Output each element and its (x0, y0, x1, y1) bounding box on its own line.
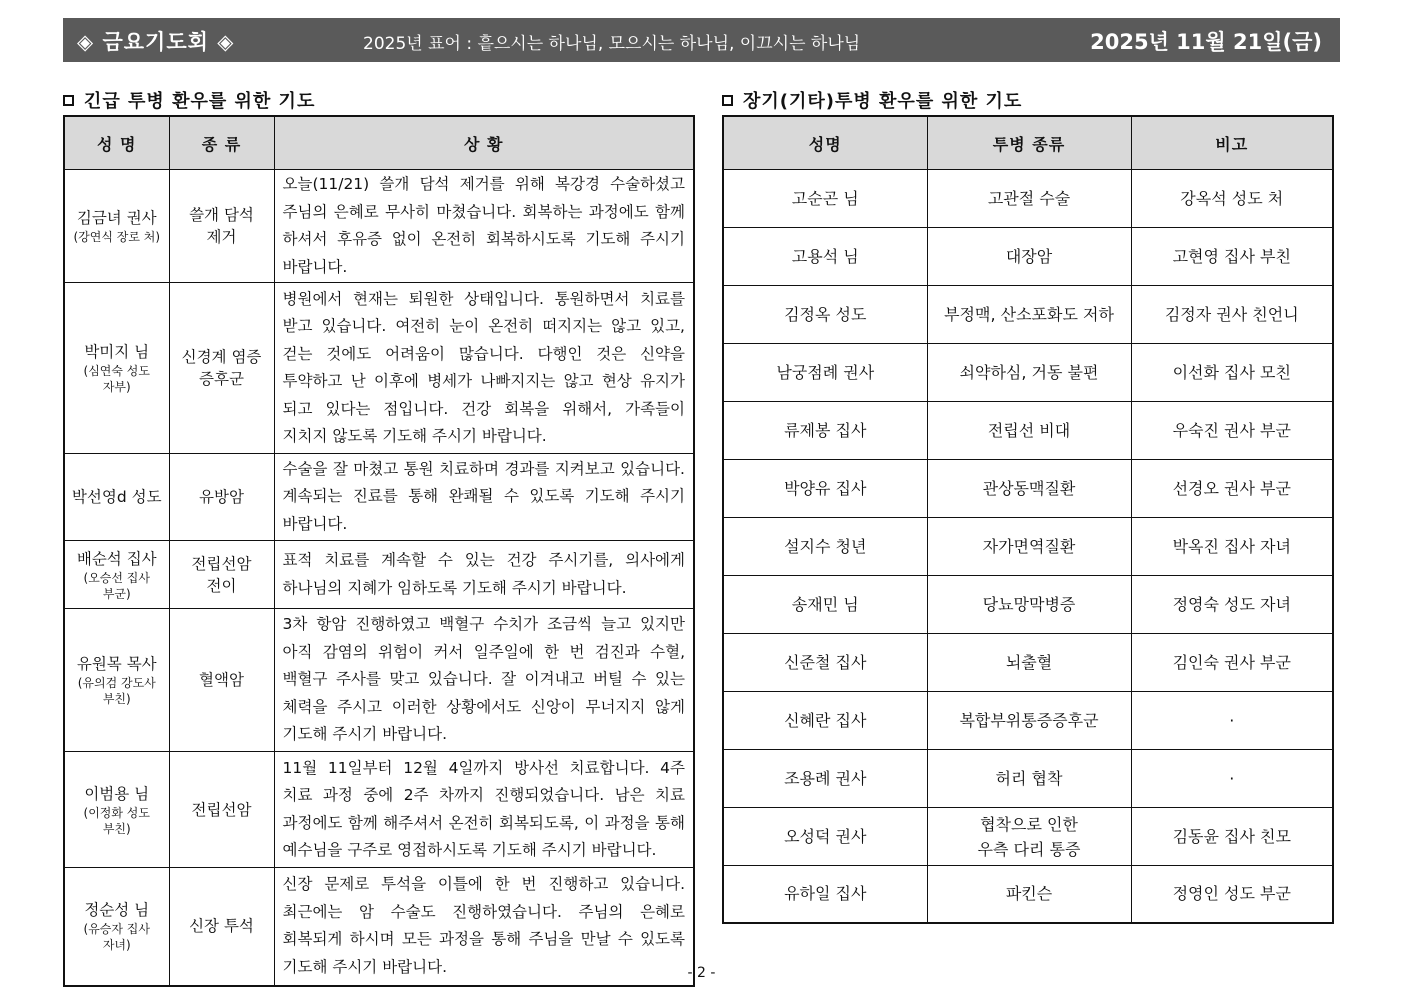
patient-name-cell (64, 752, 169, 868)
col-header-name: 성명 (723, 116, 927, 170)
patient-name: 김정옥 성도 (723, 286, 927, 344)
urgent-title-text: 긴급 투병 환우를 위한 기도 (84, 91, 316, 112)
relation-note: 김정자 권사 친언니 (1131, 286, 1333, 344)
illness-type: 전립선 비대 (927, 402, 1131, 460)
illness-type: 전립선암 전이 (169, 541, 274, 609)
patient-name: 이범용 님 (84, 784, 150, 803)
patient-name: 신혜란 집사 (723, 692, 927, 750)
relation-note: 정영숙 성도 자녀 (1131, 576, 1333, 634)
patient-relation: (이정화 성도 부친) (83, 805, 150, 836)
table-row (723, 402, 1333, 460)
longterm-table-header (723, 116, 1333, 170)
col-header-kind: 투병 종류 (927, 116, 1131, 170)
illness-type: 자가면역질환 (927, 518, 1131, 576)
patient-name: 박선영d 성도 (71, 488, 162, 506)
col-header-name: 성 명 (64, 116, 169, 170)
header-motto: 2025년 표어 : 흩으시는 하나님, 모으시는 하나님, 이끄시는 하나님 (363, 34, 861, 54)
patient-name: 박미지 님 (84, 343, 150, 361)
patient-relation: (유의검 강도사 부친) (77, 676, 156, 706)
patient-name: 고용석 님 (723, 228, 927, 286)
col-header-situation: 상 황 (274, 116, 694, 170)
table-row (723, 286, 1333, 344)
table-row (723, 228, 1333, 286)
urgent-section-title (63, 87, 315, 113)
patient-name: 설지수 청년 (723, 518, 927, 576)
table-row (723, 866, 1333, 923)
illness-type: 신경계 염증 증후군 (169, 283, 274, 454)
page-number: - 2 - (687, 965, 716, 981)
col-header-note: 비고 (1131, 116, 1333, 170)
header-title: ◈ 금요기도회 ◈ (77, 30, 235, 54)
patient-relation: (유승자 집사 자녀) (83, 922, 150, 953)
patient-name: 신준철 집사 (723, 634, 927, 692)
relation-note: 강옥석 성도 처 (1131, 170, 1333, 228)
relation-note: · (1131, 750, 1333, 808)
patient-name-cell (64, 541, 169, 609)
relation-note: 김인숙 권사 부군 (1131, 634, 1333, 692)
col-header-kind: 종 류 (169, 116, 274, 170)
situation-text: 3차 항암 진행하였고 백혈구 수치가 조금씩 늘고 있지만 아직 감염의 위험이 커서 일주일에 한 번 검진과 수혈, 백혈구 주사를 맞고 있습니다. 잘 이겨내고 버틸 수 있는 체력을 주시고 이러한 상황에서도 신앙이 무너지지 않게 기도해 주시기 바랍니다. (274, 609, 694, 752)
relation-note: 우숙진 권사 부군 (1131, 402, 1333, 460)
illness-type: 부정맥, 산소포화도 저하 (927, 286, 1131, 344)
patient-name: 조용례 권사 (723, 750, 927, 808)
patient-name: 오성덕 권사 (723, 808, 927, 866)
relation-note: 선경오 권사 부군 (1131, 460, 1333, 518)
table-row (64, 454, 694, 541)
situation-text: 신장 문제로 투석을 이틀에 한 번 진행하고 있습니다. 최근에는 암 수술도 진행하였습니다. 주님의 은혜로 회복되게 하시며 모든 과정을 통해 주님을 만날 수 있도록 기도해 주시기 바랍니다. (274, 868, 694, 986)
situation-text: 수술을 잘 마쳤고 통원 치료하며 경과를 지켜보고 있습니다. 계속되는 진료를 통해 완쾌될 수 있도록 기도해 주시기 바랍니다. (274, 454, 694, 541)
relation-note: 김동윤 집사 친모 (1131, 808, 1333, 866)
table-row (723, 518, 1333, 576)
patient-name: 배순석 집사 (76, 549, 157, 568)
table-row (64, 752, 694, 868)
patient-name: 정순성 님 (84, 901, 150, 920)
header-bar (63, 18, 1340, 62)
illness-type: 유방암 (169, 454, 274, 541)
urgent-table-header (64, 116, 694, 170)
illness-type: 전립선암 (169, 752, 274, 868)
patient-name-cell (64, 454, 169, 541)
illness-type: 고관절 수술 (927, 170, 1131, 228)
table-row (723, 576, 1333, 634)
situation-text: 오늘(11/21) 쓸개 담석 제거를 위해 복강경 수술하셨고 주님의 은혜로 무사히 마쳤습니다. 회복하는 과정에도 함께 하셔서 후유증 없이 온전히 회복하시도록 기도해 주시기 바랍니다. (274, 170, 694, 283)
table-row (64, 170, 694, 283)
patient-name-cell (64, 170, 169, 283)
table-row (64, 283, 694, 454)
relation-note: 이선화 집사 모친 (1131, 344, 1333, 402)
relation-note: 고현영 집사 부친 (1131, 228, 1333, 286)
longterm-title-text: 장기(기타)투병 환우를 위한 기도 (743, 91, 1023, 112)
illness-type: 관상동맥질환 (927, 460, 1131, 518)
patient-relation: (오승선 집사 부군) (83, 570, 150, 601)
patient-name: 김금녀 권사 (76, 209, 157, 227)
patient-name: 송재민 님 (723, 576, 927, 634)
patient-name: 유하일 집사 (723, 866, 927, 923)
illness-type: 뇌출혈 (927, 634, 1131, 692)
patient-name: 고순곤 님 (723, 170, 927, 228)
table-row (723, 460, 1333, 518)
table-row (723, 750, 1333, 808)
square-bullet-icon (722, 95, 733, 106)
table-row (723, 634, 1333, 692)
patient-name-cell (64, 609, 169, 752)
header-date: 2025년 11월 21일(금) (1090, 30, 1322, 54)
table-row (64, 541, 694, 609)
square-bullet-icon (63, 95, 74, 106)
illness-type: 당뇨망막병증 (927, 576, 1131, 634)
relation-note: 정영인 성도 부군 (1131, 866, 1333, 923)
table-row (64, 609, 694, 752)
table-row (723, 692, 1333, 750)
relation-note: 박옥진 집사 자녀 (1131, 518, 1333, 576)
illness-type: 신장 투석 (169, 868, 274, 986)
patient-name: 류제봉 집사 (723, 402, 927, 460)
urgent-table (63, 115, 695, 987)
situation-text: 병원에서 현재는 퇴원한 상태입니다. 통원하면서 치료를 받고 있습니다. 여전히 눈이 온전히 떠지지는 않고 있고, 걷는 것에도 어려움이 많습니다. 다행인 것은 신약을 투약하고 난 이후에 병세가 나빠지지는 않고 현상 유지가 되고 있다는 점입니다. 건강 회복을 위해서, 가족들이 지치지 않도록 기도해 주시기 바랍니다. (274, 283, 694, 454)
patient-relation: (심연숙 성도 자부) (83, 364, 150, 394)
illness-type: 대장암 (927, 228, 1131, 286)
table-row (723, 808, 1333, 866)
patient-name: 남궁점례 권사 (723, 344, 927, 402)
table-row (723, 344, 1333, 402)
illness-type: 허리 협착 (927, 750, 1131, 808)
situation-text: 11월 11일부터 12월 4일까지 방사선 치료합니다. 4주 치료 과정 중에 2주 차까지 진행되었습니다. 남은 치료 과정에도 함께 해주셔서 온전히 회복되도록, 이 과정을 통해 예수님을 구주로 영접하시도록 기도해 주시기 바랍니다. (274, 752, 694, 868)
illness-type: 협착으로 인한 우측 다리 통증 (927, 808, 1131, 866)
patient-name: 박양유 집사 (723, 460, 927, 518)
illness-type: 쓸개 담석 제거 (169, 170, 274, 283)
illness-type: 쇠약하심, 거동 불편 (927, 344, 1131, 402)
patient-name-cell (64, 283, 169, 454)
longterm-section-title (722, 87, 1022, 113)
illness-type: 복합부위통증증후군 (927, 692, 1131, 750)
longterm-table (722, 115, 1334, 924)
patient-relation: (강연식 장로 처) (73, 230, 161, 244)
illness-type: 파킨슨 (927, 866, 1131, 923)
table-row (723, 170, 1333, 228)
illness-type: 혈액암 (169, 609, 274, 752)
relation-note: · (1131, 692, 1333, 750)
patient-name: 유원목 목사 (76, 655, 157, 673)
situation-text: 표적 치료를 계속할 수 있는 건강 주시기를, 의사에게 하나님의 지혜가 임하도록 기도해 주시기 바랍니다. (274, 541, 694, 609)
